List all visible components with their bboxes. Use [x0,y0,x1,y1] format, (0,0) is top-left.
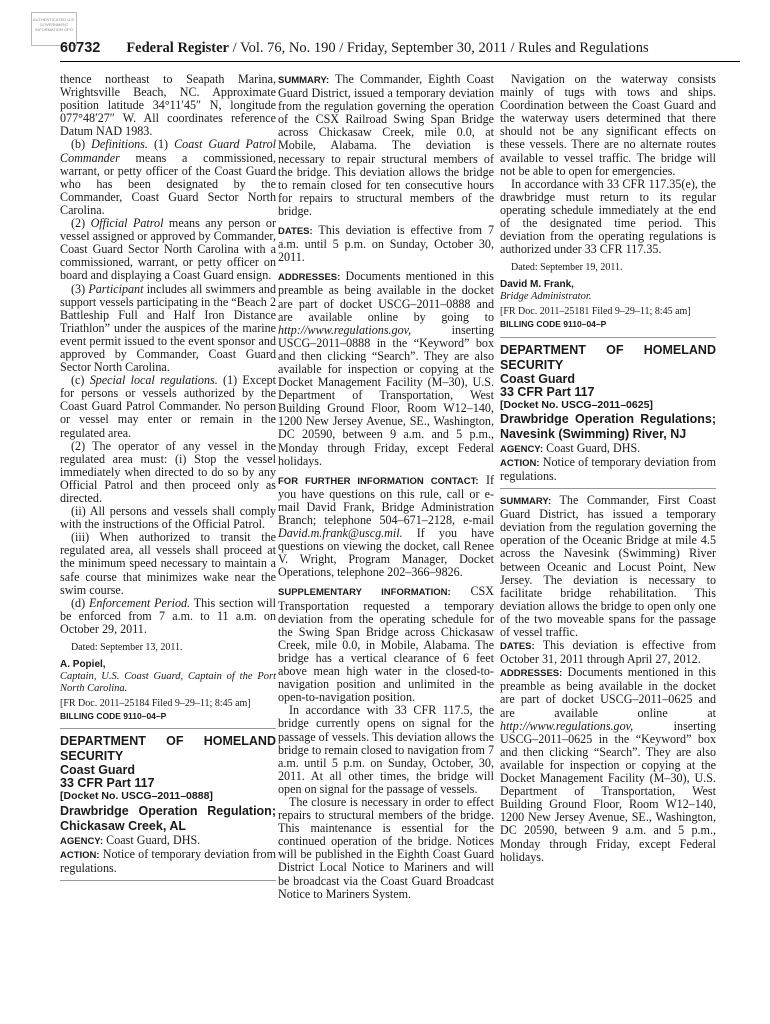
signer-name: A. Popiel, [60,659,106,671]
signer-title: Bridge Administrator. [500,291,592,303]
billing-code: BILLING CODE 9110–04–P [500,319,607,330]
action-line: ACTION: Notice of temporary deviation from regulations. [500,454,716,483]
docket-number: [Docket No. USCG–2011–0888] [60,790,213,803]
dates-paragraph: DATES: This deviation is effective from October 31, 2011 through April 27, 2012. [500,638,716,667]
paragraph: (d) Enforcement Period. This section will be enforced from 7 a.m. to 11 a.m. on October 29, 2011. [60,595,276,636]
subject-heading: Drawbridge Operation Regulations; Navesink (Swimming) River, NJ [500,411,716,441]
subject-heading: Drawbridge Operation Regulation; Chickasaw Creek, AL [60,803,276,833]
dated-line: Dated: September 13, 2011. [71,642,183,654]
signer-name: David M. Frank, [500,279,574,291]
dates-paragraph: DATES: This deviation is effective from 7 a.m. until 5 p.m. on Sunday, October 30, 2011. [278,223,494,265]
paragraph: (ii) All persons and vessels shall comply with the instructions of the Official Patrol. [60,504,276,532]
supplementary-paragraph: SUPPLEMENTARY INFORMATION: CSX Transportation requested a temporary deviation from the operating schedule for the Swing Span Bridge across Chickasaw Creek, mile 0.0, in Mobile, Alabama. The bridge has a vertical clearance of 6 feet above mean high water in the closed-to-navigation position and unlimited in the open-to-navigation position. [278,584,494,705]
section-divider [500,488,716,489]
column-3 [500,73,716,864]
section-divider [500,337,716,338]
agency-heading: Coast Guard [500,371,576,386]
cfr-heading: 33 CFR Part 117 [60,776,155,791]
docket-number: [Docket No. USCG–2011–0625] [500,398,653,411]
agency-line: AGENCY: Coast Guard, DHS. [500,440,641,455]
seal-text: AUTHENTICATED U.S. GOVERNMENT INFORMATION GPO [32,17,76,32]
department-heading: DEPARTMENT OF HOMELAND SECURITY [60,734,276,764]
section-divider [60,880,276,881]
action-line: ACTION: Notice of temporary deviation from regulations. [60,846,276,875]
summary-paragraph: SUMMARY: The Commander, Eighth Coast Guard District, issued a temporary deviation from the regulation governing the operation of the CSX Railroad Swing Span Bridge across Chickasaw Creek, mile 0.0, at Mobile, Alabama. The deviation is necessary to repair structural members of the bridge. This deviation allows the bridge to remain closed for ten consecutive hours for repairs to structural members of the bridge. [278,72,494,218]
paragraph: (b) Definitions. (1) Coast Guard Patrol Commander means a commissioned, warrant, or petty officer of the Coast Guard who has been designated by the Commander, Coast Guard Sector North Carolina. [60,137,276,217]
fr-doc-line: [FR Doc. 2011–25181 Filed 9–29–11; 8:45 am] [500,306,691,318]
page-header [60,40,740,57]
fr-doc-line: [FR Doc. 2011–25184 Filed 9–29–11; 8:45 am] [60,698,251,710]
paragraph: In accordance with 33 CFR 117.35(e), the drawbridge must return to its regular operating schedule immediately at the end of the designated time period. This deviation from the operating regulations is authorized under 33 CFR 117.35. [500,176,716,257]
contact-paragraph: FOR FURTHER INFORMATION CONTACT: If you have questions on this rule, call or e-mail David Frank, Bridge Administration Branch; telephone 504–671–2128, e-mail David.m.frank@uscg.mil. If you have questions on viewing the docket, call Renee V. Wright, Program Manager, Docket Operations, telephone 202–366–9826. [278,472,495,580]
section-divider [60,728,276,729]
paragraph: Navigation on the waterway consists mainly of tugs with tows and ships. Coordination between the Coast Guard and the waterway users determined that there should not be any significant effects on these vessels. There are no alternate routes available to vessel traffic. The bridge will not be able to open for emergencies. [500,72,716,178]
paragraph: (2) Official Patrol means any person or vessel assigned or approved by Commander, Coast Guard Sector North Carolina with a commissioned, warrant, or petty officer on board and displaying a Coast Guard ensign. [60,216,276,283]
column-2 [278,73,494,901]
email-link[interactable]: David.m.frank@uscg.mil. [278,526,403,541]
paragraph: thence northeast to Seapath Marina, Wrightsville Beach, NC. Approximate position latitude 34°11′45″ N, longitude 077°48′27″ W. All coordinates reference Datum NAD 1983. [60,72,276,139]
page-number: 60732 [60,40,101,56]
paragraph: (iii) When authorized to transit the regulated area, all vessels shall proceed at the minimum speed necessary to maintain a safe course that minimizes wake near the swim course. [60,530,276,597]
issue-info: / Vol. 76, No. 190 / Friday, September 30, 2011 / Rules and Regulations [229,40,649,56]
column-1 [60,73,276,886]
cfr-heading: 33 CFR Part 117 [500,384,595,399]
regulations-link[interactable]: http://www.regulations.gov, [278,322,412,337]
paragraph: The closure is necessary in order to effect repairs to structural members of the bridge. This maintenance is essential for the continued operation of the bridge. Notices will be published in the Eighth Coast Guard District Local Notice to Mariners and will be broadcast via the Coast Guard Broadcast Notice to Mariners System. [278,794,494,901]
department-heading: DEPARTMENT OF HOMELAND SECURITY [500,342,716,372]
header-rule [60,61,740,62]
addresses-paragraph: ADDRESSES: Documents mentioned in this preamble as being available in the docket are part of docket USCG–2011–0625 and are available online at http://www.regulations.gov, inserting USCG–2011–0625 in the “Keyword” box and then clicking “Search”. They are also available for inspection or copying at the Docket Management Facility (M–30), U.S. Department of Transportation, West Building Ground Floor, Room W12–140, 1200 New Jersey Avenue, SE., Washington, DC 20590, between 9 a.m. and 5 p.m., Monday through Friday, except Federal holidays. [500,665,716,864]
agency-line: AGENCY: Coast Guard, DHS. [60,832,201,847]
paragraph: In accordance with 33 CFR 117.5, the bridge currently opens on signal for the passage of vessels. This deviation allows the bridge to remain closed to navigation from 7 a.m. until 5 p.m. on Sunday, October, 30, 2011. At all other times, the bridge will open on signal for the passage of vessels. [278,703,494,796]
billing-code: BILLING CODE 9110–04–P [60,711,167,722]
regulations-link[interactable]: http://www.regulations.gov, [500,718,634,733]
summary-paragraph: SUMMARY: The Commander, First Coast Guard District, has issued a temporary deviation from the regulation governing the operation of the Oceanic Bridge at mile 4.5 across the Navesink (Swimming) River between Oceanic and Locust Point, New Jersey. The deviation is necessary to facilitate bridge rehabilitation. This deviation allows the bridge to open only one of the two moveable spans for the passage of vessel traffic. [500,493,716,639]
paragraph: (c) Special local regulations. (1) Except for persons or vessels authorized by the Coast Guard Patrol Commander. No person or vessel may enter or remain in the regulated area. [60,373,277,440]
journal-title: Federal Register [126,40,229,56]
signer-title: Captain, U.S. Coast Guard, Captain of the Port North Carolina. [60,671,276,695]
addresses-paragraph: ADDRESSES: Documents mentioned in this preamble as being available in the docket are part of docket USCG–2011–0888 and are available online by going to http://www.regulations.gov, inserting USCG–2011–0888 in the “Keyword” box and then clicking “Search”. They are also available for inspection or copying at the Docket Management Facility (M–30), U.S. Department of Transportation, West Building Ground Floor, Room W12–140, 1200 New Jersey Avenue, SE., Washington, DC 20590, between 9 a.m. and 5 p.m., Monday through Friday, except Federal holidays. [278,269,494,468]
paragraph: (2) The operator of any vessel in the regulated area must: (i) Stop the vessel immediately when directed to do so by any Official Patrol and then proceed only as directed. [60,438,276,505]
paragraph: (3) Participant includes all swimmers and support vessels participating in the “Beach 2 Battleship Full and Half Iron Distance Triathlon” under the auspices of the marine event permit issued to the event sponsor and approved by Commander, Coast Guard Sector North Carolina. [60,281,277,375]
dated-line: Dated: September 19, 2011. [511,262,623,274]
agency-heading: Coast Guard [60,763,136,778]
